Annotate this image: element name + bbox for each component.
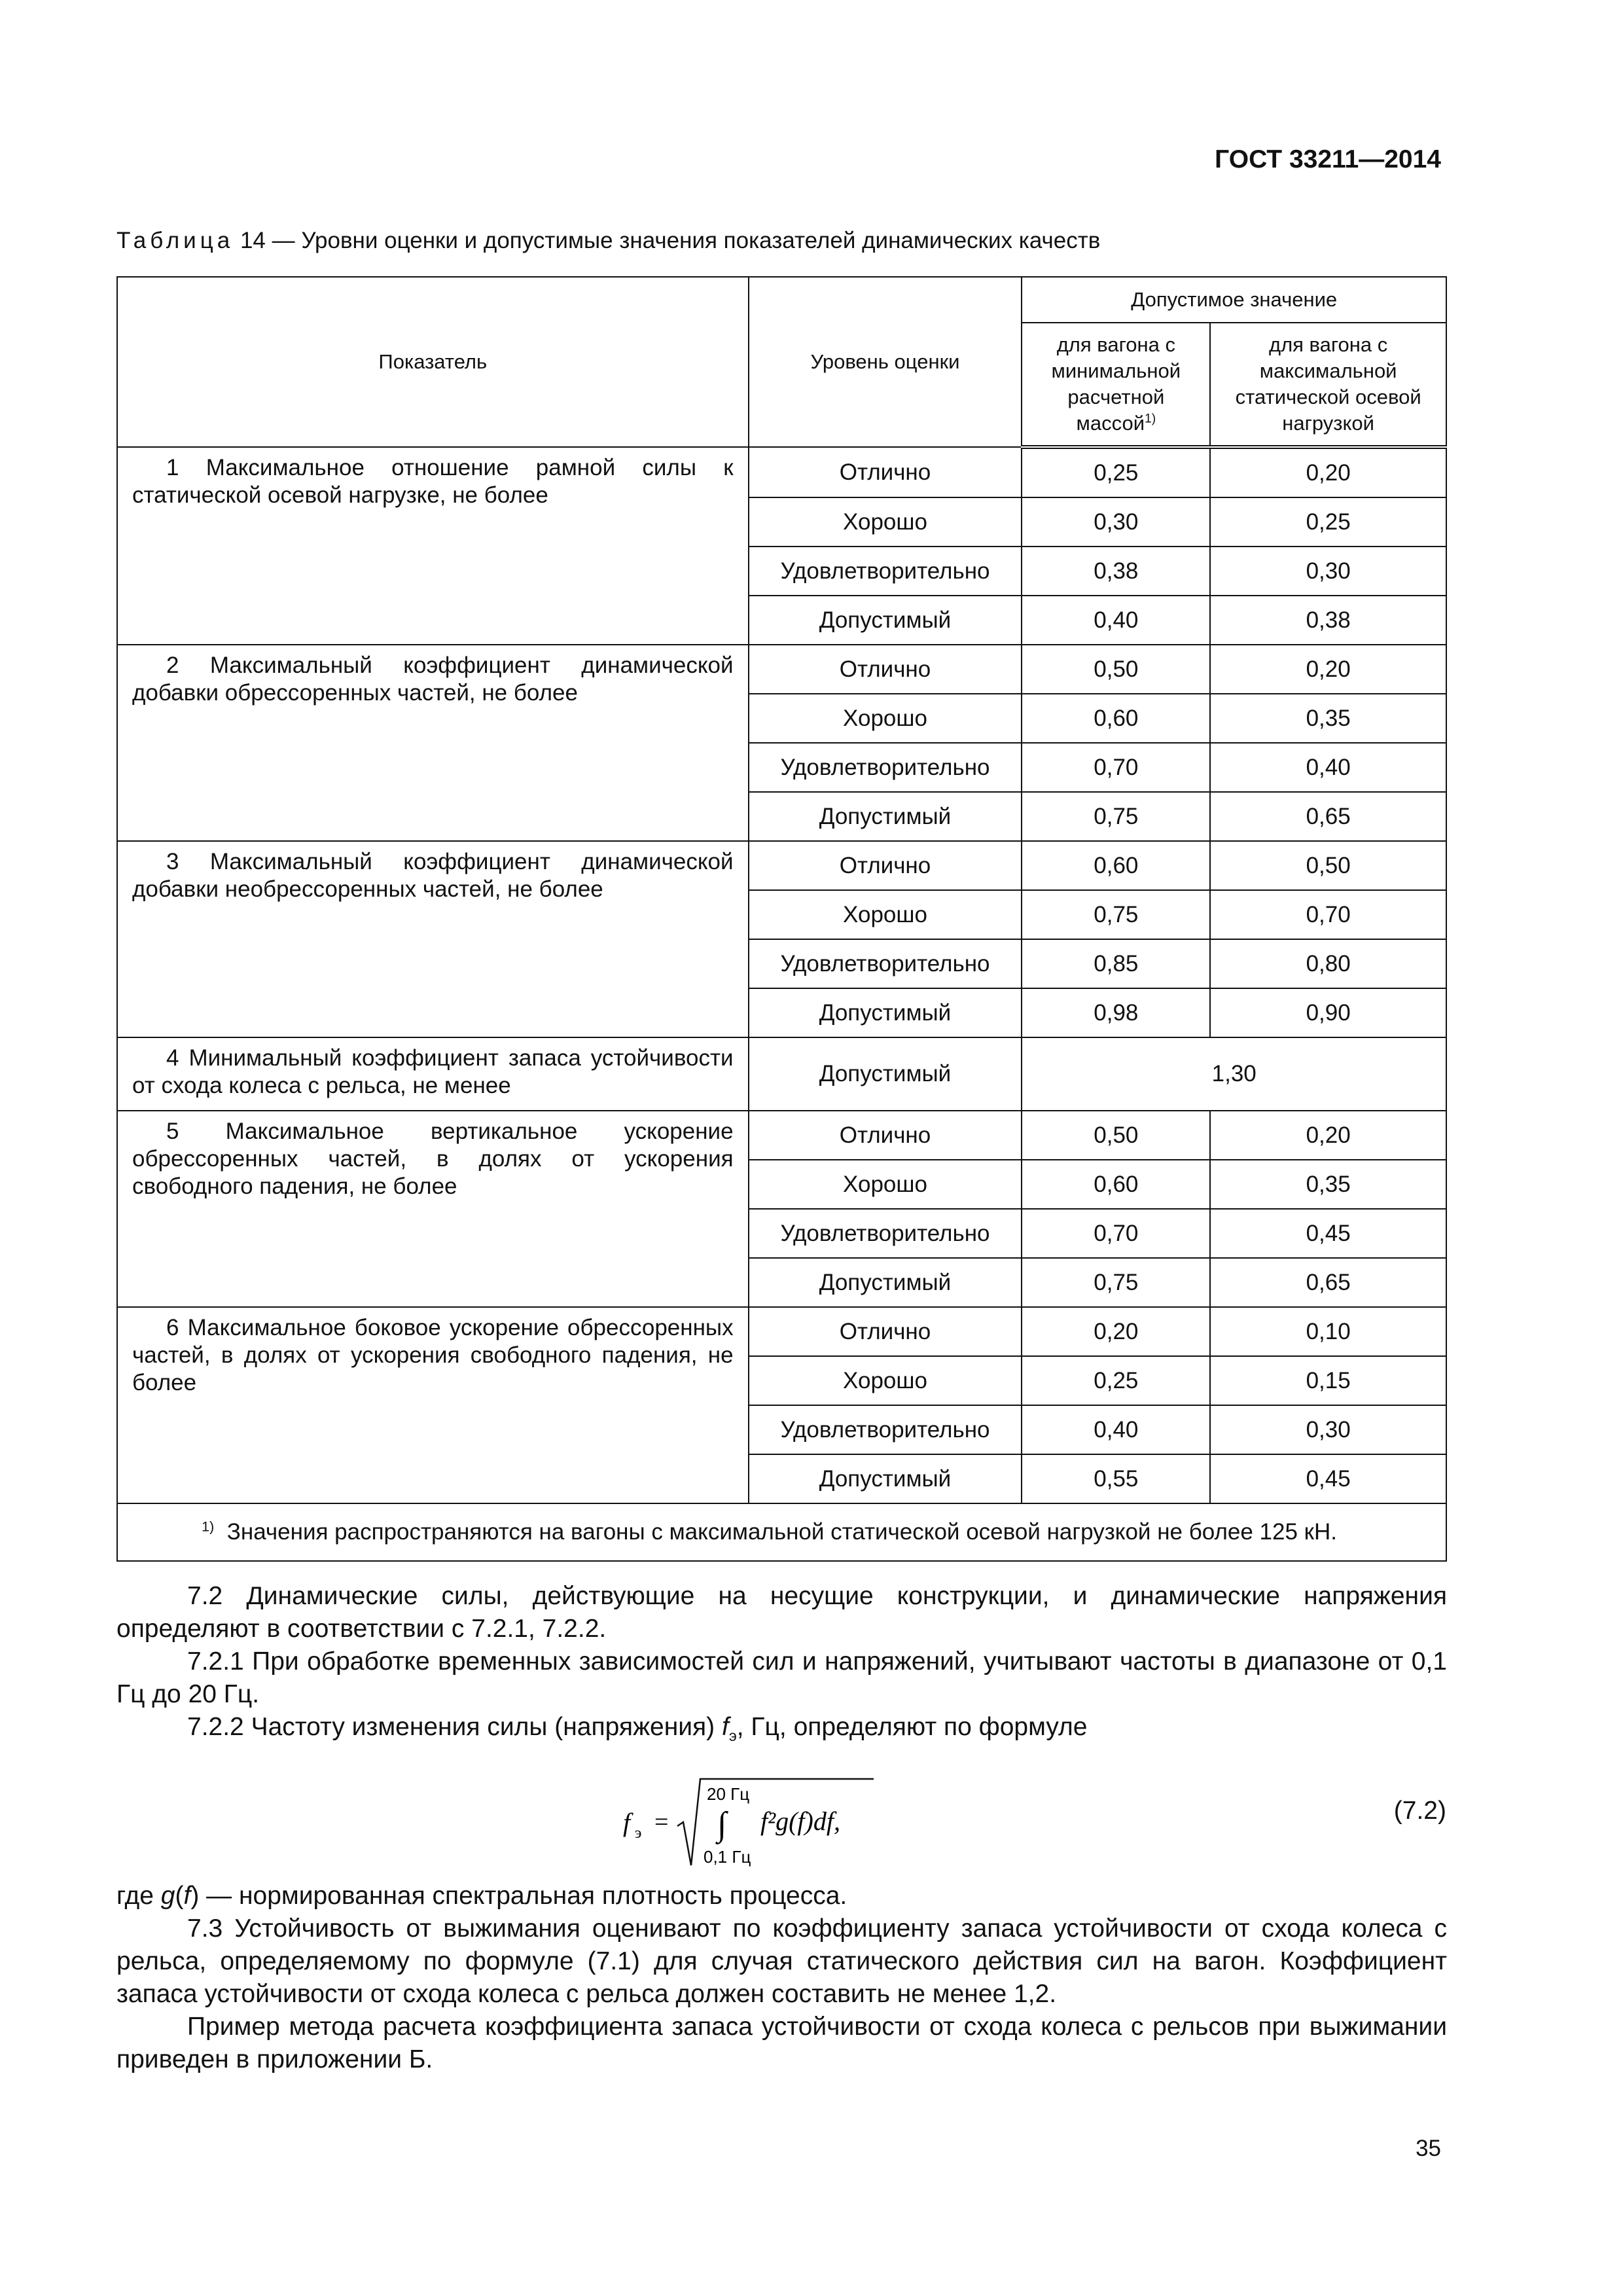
indicator-cell: 6 Максимальное боковое ускорение обрессоренных частей, в долях от ускорения свободного падения, не более	[117, 1307, 749, 1503]
paragraph-example: Пример метода расчета коэффициента запаса устойчивости от схода колеса с рельсов при выжимании приведен в приложении Б.	[116, 2013, 1447, 2073]
svg-text:f²g(f)df,: f²g(f)df,	[760, 1806, 840, 1836]
header-max-load: для вагона с максимальной статической осевой нагрузкой	[1210, 323, 1446, 447]
level-cell: Отлично	[749, 645, 1022, 694]
table-footnote	[117, 1503, 1446, 1561]
level-cell: Удовлетворительно	[749, 1209, 1022, 1258]
table-row	[117, 447, 1446, 497]
paragraph-7-2-1: 7.2.1 При обработке временных зависимостей сил и напряжений, учитывают частоты в диапазоне от 0,1 Гц до 20 Гц.	[116, 1647, 1447, 1708]
value-cell-merged: 1,30	[1022, 1037, 1446, 1111]
value-cell-max-load: 0,10	[1210, 1307, 1446, 1356]
value-cell-max-load: 0,38	[1210, 596, 1446, 645]
value-cell-max-load: 0,65	[1210, 1258, 1446, 1307]
value-cell-min-mass: 0,70	[1022, 1209, 1210, 1258]
level-cell: Допустимый	[749, 1258, 1022, 1307]
level-cell: Отлично	[749, 841, 1022, 890]
header-level: Уровень оценки	[749, 277, 1022, 447]
value-cell-min-mass: 0,75	[1022, 1258, 1210, 1307]
level-cell: Удовлетворительно	[749, 743, 1022, 792]
value-cell-max-load: 0,30	[1210, 547, 1446, 596]
value-cell-max-load: 0,15	[1210, 1356, 1446, 1405]
value-cell-max-load: 0,90	[1210, 988, 1446, 1037]
value-cell-max-load: 0,65	[1210, 792, 1446, 841]
value-cell-min-mass: 0,75	[1022, 792, 1210, 841]
formula-graphic	[609, 1767, 903, 1878]
value-cell-min-mass: 0,60	[1022, 1160, 1210, 1209]
value-cell-max-load: 0,20	[1210, 447, 1446, 497]
value-cell-min-mass: 0,50	[1022, 1111, 1210, 1160]
svg-text:0,1 Гц: 0,1 Гц	[704, 1847, 751, 1867]
table-row	[117, 1111, 1446, 1160]
value-cell-max-load: 0,25	[1210, 497, 1446, 547]
paragraph-7-2-2: 7.2.2 Частоту изменения силы (напряжения) $f_э$, Гц, определяют по формуле	[187, 1713, 1088, 1744]
value-cell-max-load: 0,40	[1210, 743, 1446, 792]
body-text-continued	[116, 1880, 1447, 2076]
svg-text:f: f	[623, 1808, 631, 1837]
value-cell-max-load: 0,45	[1210, 1454, 1446, 1503]
value-cell-min-mass: 0,60	[1022, 841, 1210, 890]
value-cell-min-mass: 0,75	[1022, 890, 1210, 939]
level-cell: Отлично	[749, 1307, 1022, 1356]
value-cell-max-load: 0,20	[1210, 1111, 1446, 1160]
value-cell-max-load: 0,35	[1210, 694, 1446, 743]
indicator-cell: 5 Максимальное вертикальное ускорение обрессоренных частей, в долях от ускорения свободного падения, не более	[117, 1111, 749, 1307]
svg-text:э: э	[635, 1825, 642, 1842]
header-indicator: Показатель	[117, 277, 749, 447]
value-cell-max-load: 0,80	[1210, 939, 1446, 988]
indicators-table	[116, 276, 1447, 1562]
table-row	[117, 1307, 1446, 1356]
value-cell-max-load: 0,20	[1210, 645, 1446, 694]
value-cell-min-mass: 0,98	[1022, 988, 1210, 1037]
footnote-ref: 1)	[1145, 412, 1156, 426]
indicator-cell: 4 Минимальный коэффициент запаса устойчивости от схода колеса с рельса, не менее	[117, 1037, 749, 1111]
table-caption	[116, 228, 1100, 254]
value-cell-min-mass: 0,40	[1022, 1405, 1210, 1454]
level-cell: Удовлетворительно	[749, 547, 1022, 596]
document-code: ГОСТ 33211—2014	[1215, 145, 1441, 173]
value-cell-max-load: 0,45	[1210, 1209, 1446, 1258]
formula-7-2	[609, 1767, 903, 1878]
value-cell-min-mass: 0,25	[1022, 447, 1210, 497]
value-cell-min-mass: 0,40	[1022, 596, 1210, 645]
value-cell-min-mass: 0,60	[1022, 694, 1210, 743]
page-number: 35	[1416, 2136, 1441, 2161]
level-cell: Отлично	[749, 1111, 1022, 1160]
value-cell-min-mass: 0,30	[1022, 497, 1210, 547]
svg-text:=: =	[654, 1808, 669, 1836]
level-cell: Допустимый	[749, 1037, 1022, 1111]
level-cell: Удовлетворительно	[749, 939, 1022, 988]
level-cell: Отлично	[749, 447, 1022, 497]
table-caption-prefix: Таблица	[116, 228, 234, 253]
table-caption-text: 14 — Уровни оценки и допустимые значения показателей динамических качеств	[240, 228, 1101, 253]
formula-number: (7.2)	[1393, 1797, 1446, 1825]
value-cell-max-load: 0,30	[1210, 1405, 1446, 1454]
level-cell: Допустимый	[749, 1454, 1022, 1503]
indicator-cell: 1 Максимальное отношение рамной силы к статической осевой нагрузке, не более	[117, 447, 749, 645]
level-cell: Хорошо	[749, 1160, 1022, 1209]
value-cell-min-mass: 0,85	[1022, 939, 1210, 988]
level-cell: Удовлетворительно	[749, 1405, 1022, 1454]
value-cell-min-mass: 0,25	[1022, 1356, 1210, 1405]
value-cell-max-load: 0,70	[1210, 890, 1446, 939]
svg-text:∫: ∫	[717, 1806, 727, 1843]
svg-text:20 Гц: 20 Гц	[707, 1784, 750, 1804]
level-cell: Допустимый	[749, 596, 1022, 645]
value-cell-min-mass: 0,55	[1022, 1454, 1210, 1503]
table-body	[117, 447, 1446, 1503]
paragraph-7-3: 7.3 Устойчивость от выжимания оценивают по коэффициенту запаса устойчивости от схода колеса с рельса, определяемому по формуле (7.1) для случая статического действия сил на вагон. Коэффициент запаса устойчивости от схода колеса с рельса должен составить не менее 1,2.	[116, 1914, 1447, 2008]
value-cell-max-load: 0,50	[1210, 841, 1446, 890]
level-cell: Хорошо	[749, 1356, 1022, 1405]
indicator-cell: 2 Максимальный коэффициент динамической добавки обрессоренных частей, не более	[117, 645, 749, 841]
body-text	[116, 1580, 1447, 1752]
level-cell: Допустимый	[749, 988, 1022, 1037]
footnote-text: Значения распространяются на вагоны с максимальной статической осевой нагрузкой не более 125 кН.	[226, 1519, 1337, 1545]
header-min-mass: для вагона с минимальной расчетной массой$^{1)}$	[1022, 323, 1210, 447]
level-cell: Хорошо	[749, 497, 1022, 547]
footnote-mark: 1)	[202, 1518, 215, 1535]
table-row	[117, 841, 1446, 890]
value-cell-min-mass: 0,38	[1022, 547, 1210, 596]
level-cell: Хорошо	[749, 694, 1022, 743]
indicator-cell: 3 Максимальный коэффициент динамической добавки необрессоренных частей, не более	[117, 841, 749, 1037]
level-cell: Допустимый	[749, 792, 1022, 841]
value-cell-min-mass: 0,50	[1022, 645, 1210, 694]
paragraph-7-2: 7.2 Динамические силы, действующие на несущие конструкции, и динамические напряжения определяют в соответствии с 7.2.1, 7.2.2.	[116, 1582, 1447, 1643]
value-cell-min-mass: 0,20	[1022, 1307, 1210, 1356]
paragraph-where: где g(f) — нормированная спектральная плотность процесса.	[116, 1882, 847, 1910]
table-row	[117, 645, 1446, 694]
value-cell-max-load: 0,35	[1210, 1160, 1446, 1209]
value-cell-min-mass: 0,70	[1022, 743, 1210, 792]
level-cell: Хорошо	[749, 890, 1022, 939]
table-row	[117, 1037, 1446, 1111]
header-allowed-value: Допустимое значение	[1022, 277, 1446, 323]
